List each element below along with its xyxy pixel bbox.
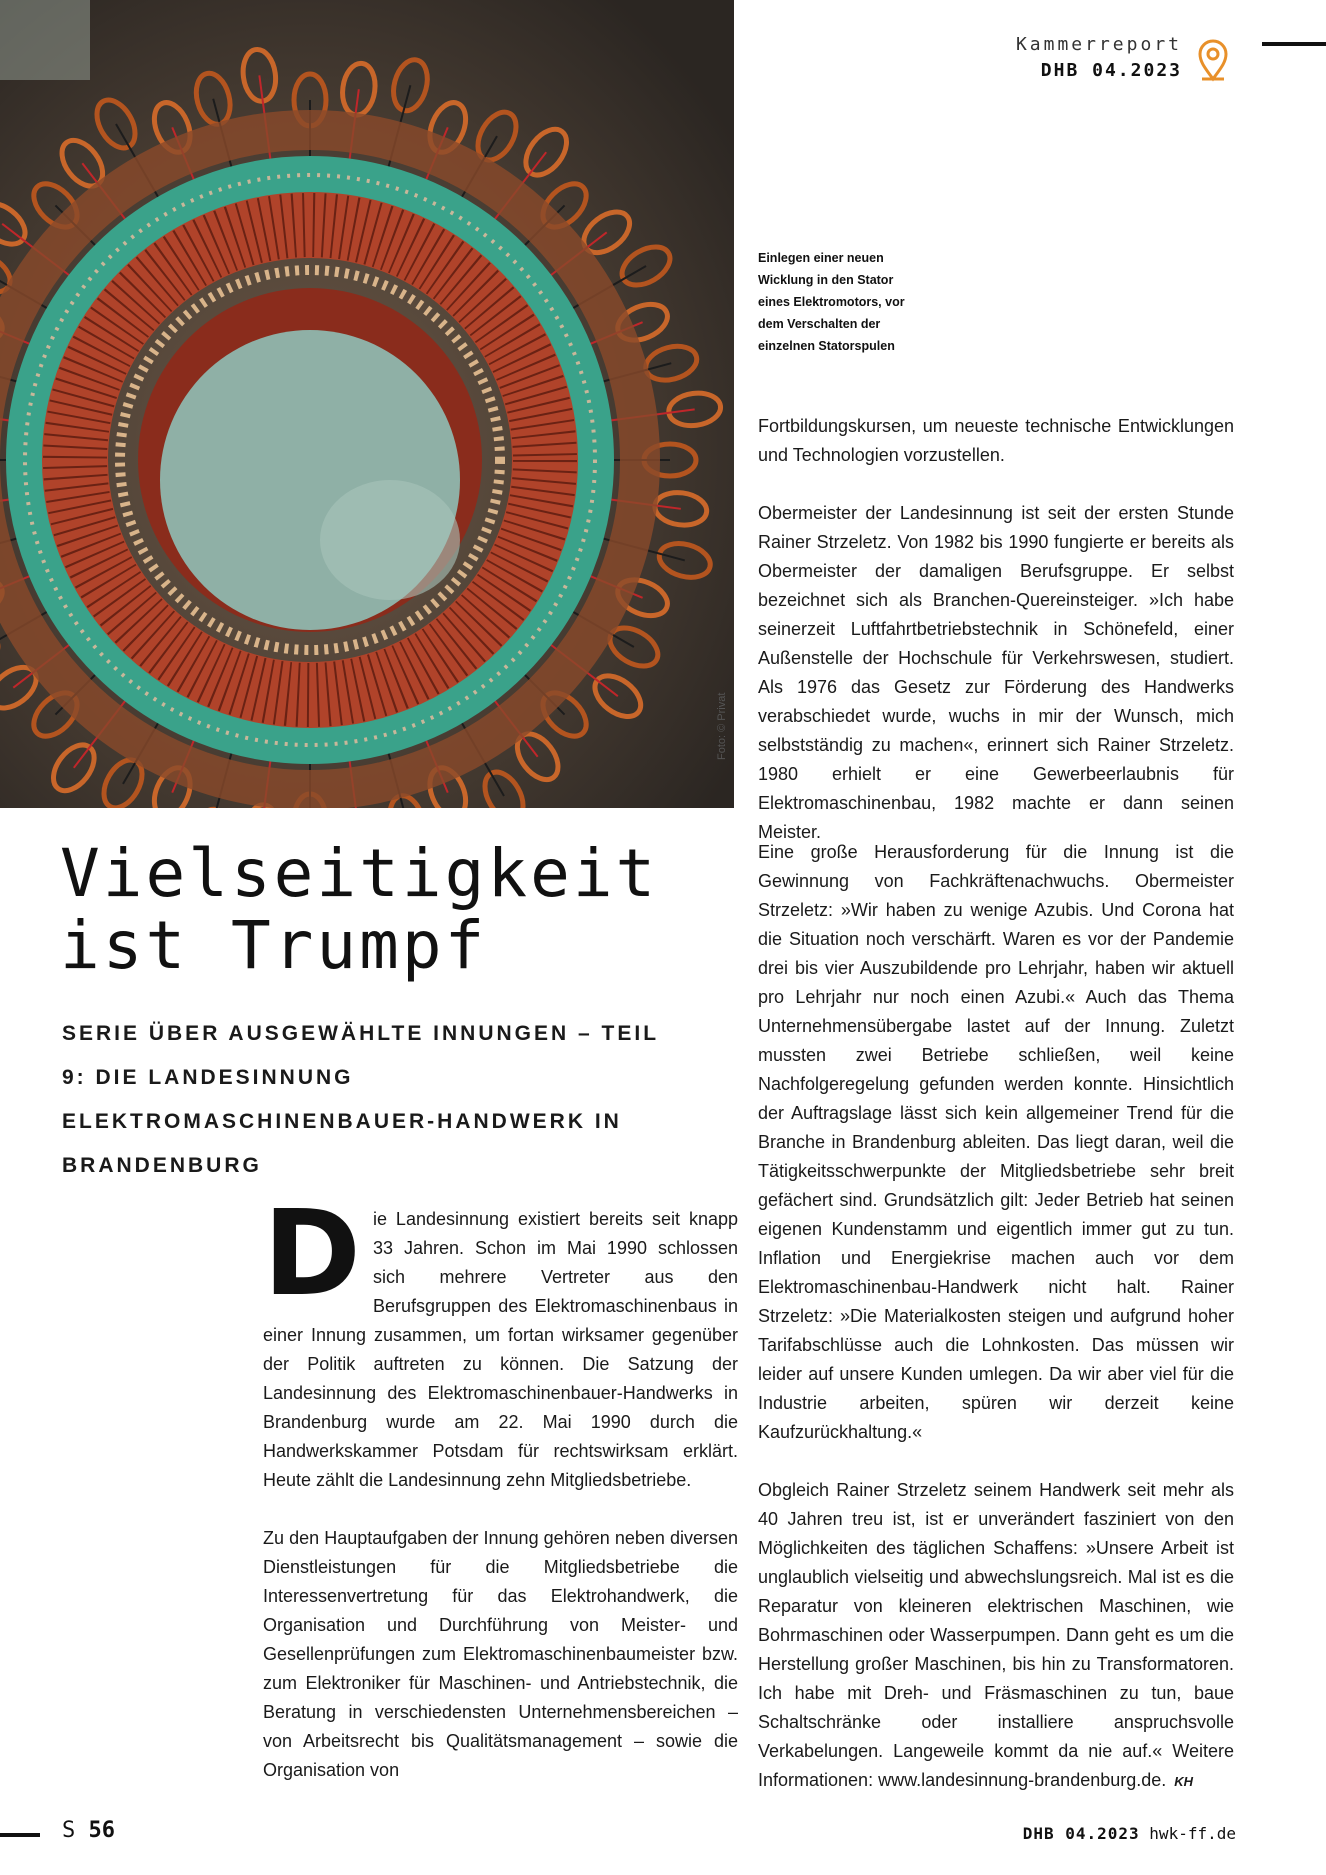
article-subtitle: SERIE ÜBER AUSGEWÄHLTE INNUNGEN – TEIL 9: DIE LANDESINNUNG ELEKTROMASCHINENBAUER-HANDWERK IN BRANDENBURG [62, 1022, 659, 1177]
paragraph-5: Eine große Herausforderung für die Innung ist die Gewinnung von Fachkräftenachwuchs. Obermeister Strzeletz: »Wir haben zu wenige Azubis. Und Corona hat die Situation noch verschärft. Waren es vor der Pandemie drei bis vier Auszubildende pro Lehrjahr, haben wir aktuell pro Lehrjahr nur noch einen Azubi.« Auch das Thema Unternehmensübergabe lastet auf der Innung. Zuletzt mussten zwei Betriebe schließen, weil keine Nachfolgeregelung gefunden werden konnte. Hinsichtlich der Auftragslage lässt sich kein allgemeiner Trend für die Branche in Brandenburg ableiten. Das liegt daran, weil die Tätigkeitsschwerpunkte der Mitgliedsbetriebe sehr breit gefächert sind. Grundsätzlich gilt: Jeder Betrieb hat seinen eigenen Kundenstamm und eigentlich immer gut zu tun. Inflation und Energiekrise machen auch vor dem Elektromaschinenbau-Handwerk nicht halt. Rainer Strzeletz: »Die Materialkosten steigen und aufgrund hoher Tarifabschlüsse auch die Lohnkosten. Das müssen wir leider auf unsere Kunden umlegen. Da wir aber viel für die Industrie arbeiten, spüren wir derzeit keine Kaufzurückhaltung.« [758, 842, 1234, 1442]
footer-rule [0, 1833, 40, 1837]
title-line-2: ist Trumpf [60, 907, 488, 984]
footer-site: hwk-ff.de [1149, 1824, 1236, 1843]
drop-cap: D [263, 1184, 361, 1322]
page-number [62, 1818, 115, 1843]
photo-caption: Einlegen einer neuen Wicklung in den Stator eines Elektromotors, vor dem Verschalten der einzelnen Statorspulen [758, 251, 905, 353]
section-label: Kammerreport [1015, 34, 1182, 55]
article-title [60, 835, 700, 984]
footer-issue [1023, 1824, 1236, 1843]
header-rule [1262, 42, 1326, 46]
paragraph-2: Zu den Hauptaufgaben der Innung gehören neben diversen Dienstleistungen für die Mitgliedsbetriebe die Interessenvertretung für das Elektrohandwerk, die Organisation und Durchführung von Meister- und Gesellenprüfungen zum Elektromaschinenbaumeister bzw. zum Elektroniker für Maschinen- und Antriebstechnik, die Beratung in verschiedensten Unternehmensbereichen – von Arbeitsrecht bis Qualitätsmanagement – sowie die Organisation von [263, 1528, 738, 1780]
page-number-value: 56 [88, 1818, 115, 1843]
paragraph-6 [758, 1476, 1234, 1796]
location-pin-icon [1196, 38, 1230, 87]
footer-issue-label: DHB 04.2023 [1022, 1824, 1140, 1843]
paragraph-4: Obermeister der Landesinnung ist seit der ersten Stunde Rainer Strzeletz. Von 1982 bis 1990 fungierte er bereits als Obermeister der damaligen Berufsgruppe. Er selbst bezeichnet sich als Branchen-Quereinsteiger. »Ich habe seinerzeit Luftfahrtbetriebstechnik in Schönefeld, einer Außenstelle der Hochschule für Verkehrswesen, studiert. Als 1976 das Gesetz zur Förderung des Handwerks verabschiedet wurde, wuchs in mir der Wunsch, mich selbstständig zu machen«, erinnert sich Rainer Strzeletz. 1980 erhielt er eine Gewerbeerlaubnis für Elektromaschinenbau, 1982 machte er dann seinen Meister. [758, 503, 1234, 842]
stator-photo [0, 0, 734, 808]
photo-credit: Foto: © Privat [716, 692, 728, 760]
author-initials: KH [1174, 1774, 1194, 1789]
body-column-right-bottom [758, 838, 1234, 1825]
title-line-1: Vielseitigkeit [60, 835, 659, 912]
paragraph-3: Fortbildungskursen, um neueste technische Entwicklungen und Technologien vorzustellen. [758, 416, 1234, 465]
paragraph-1-text: ie Landesinnung existiert bereits seit knapp 33 Jahren. Schon im Mai 1990 schlossen sich mehrere Vertreter aus den Berufsgruppen des Elektromaschinenbaus in einer Innung zusammen, um fortan wirksamer gegenüber der Politik auftreten zu können. Die Satzung der Landesinnung des Elektromaschinenbauer-Handwerks in Brandenburg wurde am 22. Mai 1990 durch die Handwerkskammer Potsdam für rechtswirksam erklärt. Heute zählt die Landesinnung zehn Mitgliedsbetriebe. [263, 1209, 738, 1490]
body-column-left [263, 1184, 738, 1814]
issue-label: DHB 04.2023 [1040, 60, 1182, 81]
paragraph-intro [263, 1184, 738, 1495]
body-column-right-top [758, 412, 1234, 876]
page-prefix: S [62, 1818, 76, 1843]
paragraph-6-text: Obgleich Rainer Strzeletz seinem Handwerk seit mehr als 40 Jahren treu ist, ist er unverändert fasziniert von den Möglichkeiten des täglichen Schaffens: »Unsere Arbeit ist unglaublich vielseitig und abwechslungsreich. Mal ist es die Reparatur von kleineren elektrischen Maschinen, wie Bohrmaschinen oder Wasserpumpen. Dann geht es um die Herstellung großer Maschinen, bis hin zu Transformatoren. Ich habe mit Dreh- und Fräsmaschinen zu tun, baue Schaltschränke oder installiere anspruchsvolle Verkabelungen. Langeweile kommt da nie auf.« Weitere Informationen: www.landesinnung-brandenburg.de. [758, 1480, 1234, 1790]
